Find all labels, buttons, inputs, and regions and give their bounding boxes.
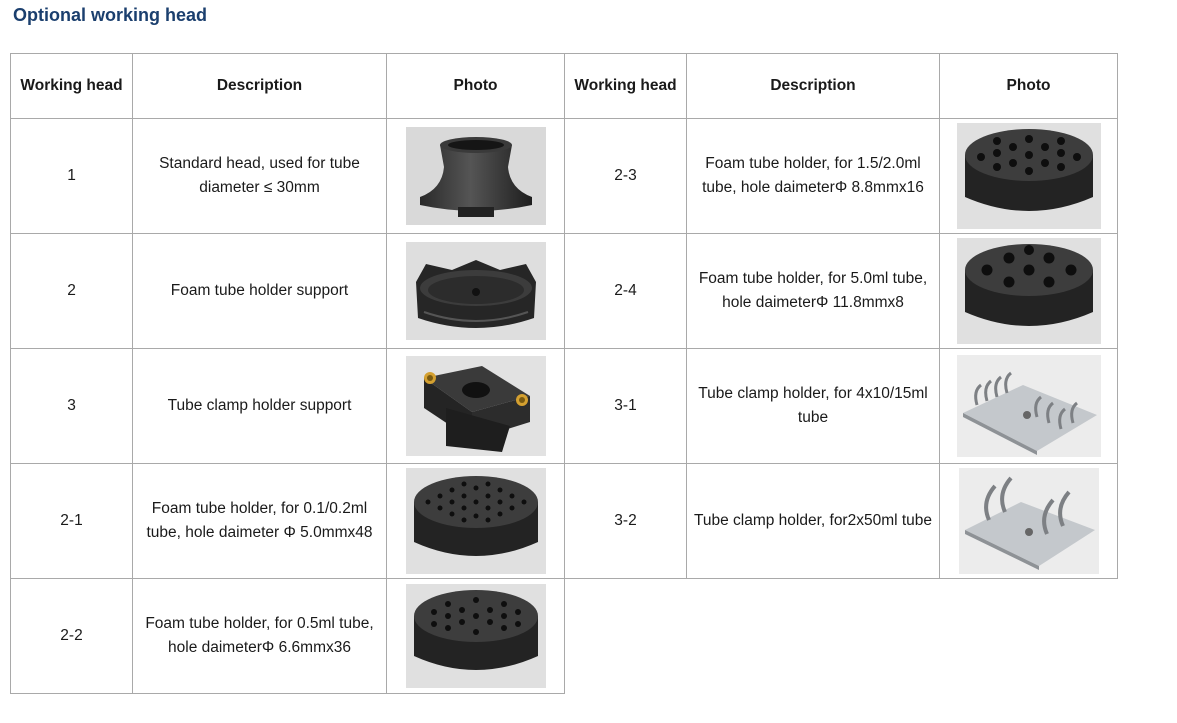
- photo-cell: [940, 349, 1118, 464]
- clamp-plate-50ml-photo: [959, 468, 1099, 574]
- col-header-working-head: Working head: [565, 54, 687, 119]
- table-row: [11, 119, 565, 234]
- working-head-cell: 2-1: [11, 464, 133, 579]
- description-cell: Tube clamp holder, for2x50ml tube: [687, 464, 940, 579]
- description-cell: Standard head, used for tube diameter ≤ 30mm: [133, 119, 387, 234]
- table-row: [11, 234, 565, 349]
- foam-block-16-photo: [957, 123, 1101, 229]
- working-head-table-left: [10, 53, 565, 694]
- working-head-cell: 2-4: [565, 234, 687, 349]
- photo-cell: [940, 119, 1118, 234]
- description-cell: Foam tube holder, for 0.5ml tube, hole daimeterΦ 6.6mmx36: [133, 579, 387, 694]
- col-header-photo: Photo: [940, 54, 1118, 119]
- foam-block-8-photo: [957, 238, 1101, 344]
- working-head-cell: 2-3: [565, 119, 687, 234]
- table-row: [565, 234, 1118, 349]
- description-cell: Foam tube holder, for 1.5/2.0ml tube, hole daimeterΦ 8.8mmx16: [687, 119, 940, 234]
- photo-cell: [940, 234, 1118, 349]
- photo-cell: [387, 119, 565, 234]
- table-row: [11, 349, 565, 464]
- foam-block-48-photo: [406, 468, 546, 574]
- col-header-photo: Photo: [387, 54, 565, 119]
- photo-cell: [387, 579, 565, 694]
- photo-cell: [387, 464, 565, 579]
- table-row: [565, 349, 1118, 464]
- working-head-cell: 3-1: [565, 349, 687, 464]
- page-title: Optional working head: [13, 5, 208, 25]
- table-row: [565, 119, 1118, 234]
- description-cell: Foam tube holder support: [133, 234, 387, 349]
- photo-cell: [387, 234, 565, 349]
- header-row: [11, 54, 565, 119]
- header-row: [565, 54, 1118, 119]
- clamp-plate-15ml-photo: [957, 355, 1101, 457]
- description-cell: Tube clamp holder support: [133, 349, 387, 464]
- foam-block-36-photo: [406, 584, 546, 688]
- table-row: [565, 464, 1118, 579]
- table-row: [11, 579, 565, 694]
- col-header-description: Description: [133, 54, 387, 119]
- clamp-holder-support-photo: [406, 356, 546, 456]
- description-cell: Tube clamp holder, for 4x10/15ml tube: [687, 349, 940, 464]
- working-head-cell: 3-2: [565, 464, 687, 579]
- working-head-cell: 2: [11, 234, 133, 349]
- foam-holder-support-photo: [406, 242, 546, 340]
- photo-cell: [940, 464, 1118, 579]
- description-cell: Foam tube holder, for 0.1/0.2ml tube, hole daimeter Φ 5.0mmx48: [133, 464, 387, 579]
- description-cell: Foam tube holder, for 5.0ml tube, hole daimeterΦ 11.8mmx8: [687, 234, 940, 349]
- col-header-working-head: Working head: [11, 54, 133, 119]
- standard-head-photo: [406, 127, 546, 225]
- photo-cell: [387, 349, 565, 464]
- working-head-cell: 2-2: [11, 579, 133, 694]
- col-header-description: Description: [687, 54, 940, 119]
- table-row: [11, 464, 565, 579]
- working-head-table-right: [564, 53, 1118, 579]
- working-head-cell: 3: [11, 349, 133, 464]
- working-head-cell: 1: [11, 119, 133, 234]
